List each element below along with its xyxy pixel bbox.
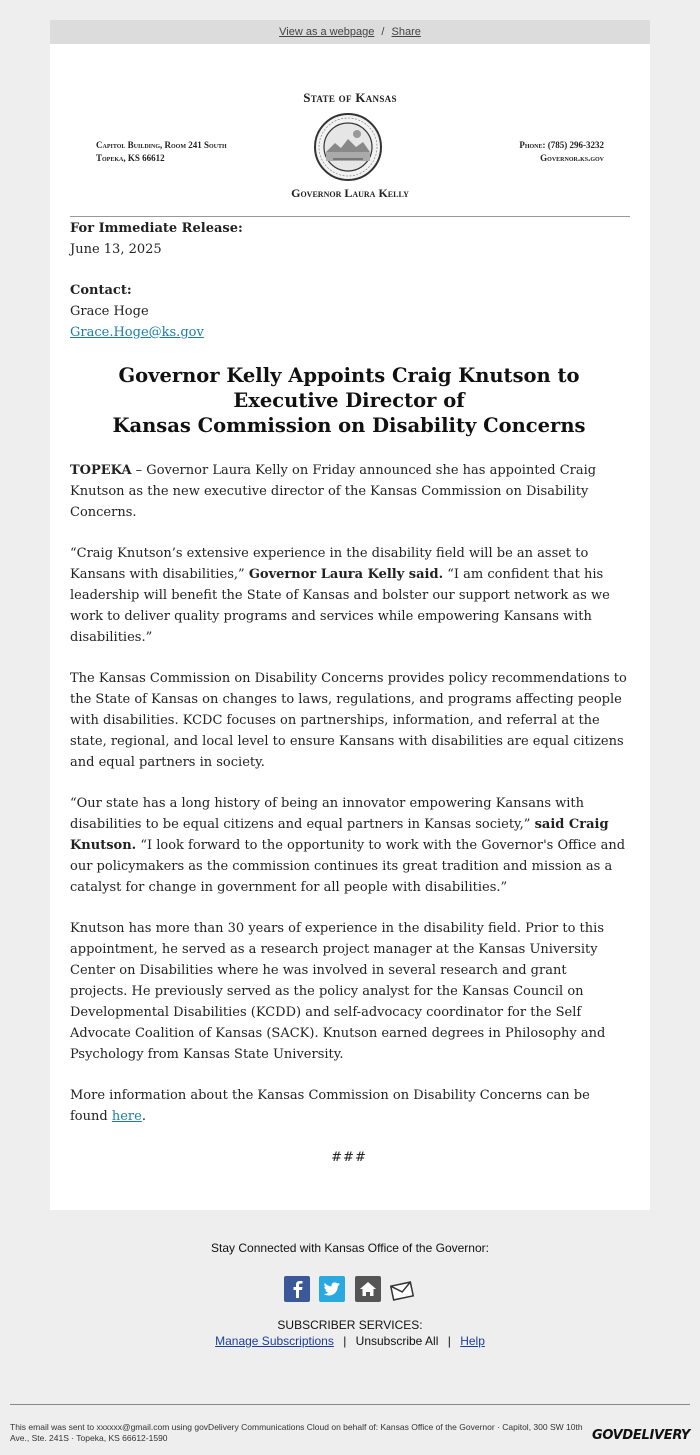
manage-subscriptions-link[interactable]: Manage Subscriptions (215, 1334, 334, 1348)
contact-email-link[interactable]: Grace.Hoge@ks.gov (70, 325, 204, 340)
paragraph-1 (70, 460, 628, 523)
footer (0, 1240, 700, 1349)
top-bar (50, 20, 650, 44)
paragraph-6-end: . (141, 1109, 146, 1124)
website: Governor.ks.gov (540, 153, 604, 163)
separator: | (447, 1334, 451, 1348)
end-mark: ### (331, 1150, 367, 1165)
letterhead-governor: Governor Laura Kelly (291, 186, 409, 200)
headline-line-1: Governor Kelly Appoints Craig Knutson to (118, 364, 580, 387)
view-as-webpage-link[interactable]: View as a webpage (279, 26, 375, 38)
letterhead-address (96, 139, 227, 165)
press-release-body (70, 218, 628, 1168)
header-divider (70, 216, 630, 217)
paragraph-2-quote-b: “I am confident that his leadership will benefit the State of Kansas and bolster our support network as we work to deliver quality programs and services while empowering Kansans with disabilities.” (70, 567, 610, 645)
help-link[interactable]: Help (460, 1334, 485, 1348)
paragraph-2-attribution: Governor Laura Kelly said. (248, 567, 444, 582)
address-line-1: Capitol Building, Room 241 South (96, 140, 227, 150)
address-line-2: Topeka, KS 66612 (96, 153, 165, 163)
home-icon[interactable] (355, 1276, 381, 1302)
release-date: June 13, 2025 (70, 242, 162, 257)
subscriber-services-title: SUBSCRIBER SERVICES: (277, 1318, 423, 1332)
headline-line-3: Kansas Commission on Disability Concerns (112, 414, 586, 437)
email-card (50, 20, 650, 1210)
footer-disclaimer: This email was sent to xxxxxx@gmail.com using govDelivery Communications Cloud on behalf of: Kansas Office of the Governor · Capitol, 300 SW 10th Ave., Ste. 241S · Topeka, KS 66612-1590 (10, 1422, 583, 1443)
phone-number: Phone: (785) 296-3232 (519, 140, 604, 150)
social-icons (0, 1276, 700, 1304)
email-icon[interactable] (390, 1276, 416, 1302)
topbar-divider: / (381, 26, 385, 38)
subscriber-links (0, 1333, 700, 1349)
contact-label: Contact: (70, 283, 132, 298)
headline-line-2: Executive Director of (233, 389, 465, 412)
paragraph-1-text: – Governor Laura Kelly on Friday announced she has appointed Craig Knutson as the new executive director of the Kansas Commission on Disability Concerns. (70, 463, 597, 520)
paragraph-4-quote-b: “I look forward to the opportunity to work with the Governor's Office and our policymakers as the commission continues its great tradition and mission as a catalyst for change in government for all people with disabilities.” (70, 838, 626, 895)
paragraph-2 (70, 543, 628, 648)
dateline: TOPEKA (70, 463, 132, 478)
govdelivery-logo: GOVDELIVERY (592, 1428, 690, 1443)
paragraph-2-quote-a: “Craig Knutson’s extensive experience in the disability field will be an asset to Kansans with disabilities,” (70, 546, 589, 582)
letterhead (50, 44, 650, 200)
stay-connected-text: Stay Connected with Kansas Office of the Governor: (211, 1241, 489, 1255)
paragraph-5: Knutson has more than 30 years of experience in the disability field. Prior to this appointment, he served as a research project manager at the Kansas University Center on Disabilities where he was involved in several research and grant projects. He previously served as the policy analyst for the Kansas Council on Developmental Disabilities (KCDD) and self-advocacy coordinator for the Self Advocate Coalition of Kansas (SACK). Knutson earned degrees in Philosophy and Psychology from Kansas State University. (70, 921, 606, 1062)
paragraph-3: The Kansas Commission on Disability Concerns provides policy recommendations to the State of Kansas on changes to laws, regulations, and programs affecting people with disabilities. KCDC focuses on partnerships, information, and referral at the state, regional, and local level to ensure Kansans with disabilities are equal citizens and equal partners in society. (70, 671, 627, 770)
contact-name: Grace Hoge (70, 304, 149, 319)
letterhead-state: State of Kansas (303, 90, 397, 105)
paragraph-4-quote-a: “Our state has a long history of being an innovator empowering Kansans with disabilities to be equal citizens and equal partners in Kansas society,” (70, 796, 585, 832)
more-info-link[interactable]: here (111, 1109, 142, 1124)
paragraph-4-attribution: said Craig Knutson. (70, 817, 609, 853)
unsubscribe-all-text[interactable]: Unsubscribe All (355, 1334, 439, 1348)
paragraph-6 (70, 1085, 628, 1127)
bottom-divider (10, 1404, 690, 1405)
paragraph-6-text: More information about the Kansas Commission on Disability Concerns can be found (70, 1088, 590, 1124)
letterhead-contact (519, 139, 604, 165)
release-label: For Immediate Release: (70, 221, 243, 236)
facebook-icon[interactable] (284, 1276, 310, 1302)
share-link[interactable]: Share (391, 26, 421, 38)
paragraph-4 (70, 793, 628, 898)
twitter-icon[interactable] (319, 1276, 345, 1302)
separator: | (343, 1334, 347, 1348)
kansas-seal-icon (313, 112, 383, 182)
headline (70, 363, 628, 438)
